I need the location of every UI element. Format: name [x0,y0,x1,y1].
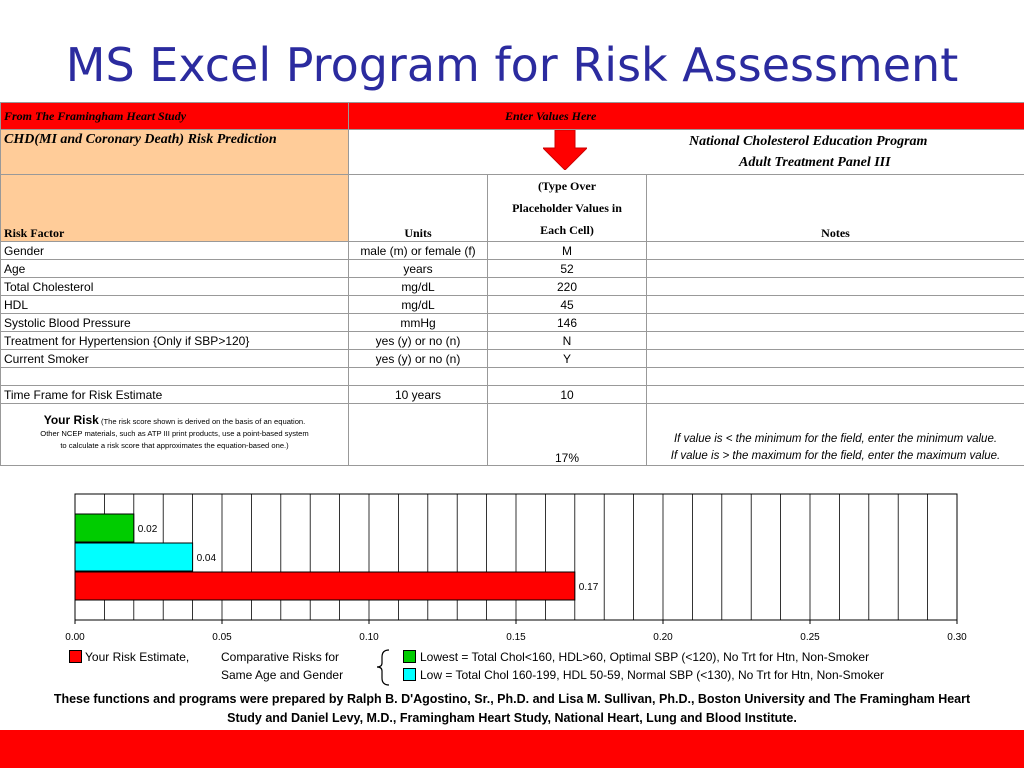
risk-factor-cell: Total Cholesterol [1,278,349,296]
program-label [349,130,1024,175]
value-cell[interactable]: Y [488,350,647,368]
notes-cell [647,278,1024,296]
time-frame-label: Time Frame for Risk Estimate [1,386,349,404]
footer-credits [0,690,1024,728]
prediction-label: CHD(MI and Coronary Death) Risk Prediction [1,130,349,175]
notes-cell [647,404,1024,466]
value-cell[interactable]: 220 [488,278,647,296]
table-row [1,332,1024,350]
table-row [1,296,1024,314]
legend-low: Low = Total Chol 160-199, HDL 50-59, Normal SBP (<130), No Trt for Htn, Non-Smoker [420,668,884,682]
your-risk-cell [1,404,349,466]
down-arrow-icon [543,130,587,170]
col-units: Units [349,175,488,242]
units-cell: yes (y) or no (n) [349,350,488,368]
value-cell[interactable]: 52 [488,260,647,278]
time-frame-units: 10 years [349,386,488,404]
col-notes: Notes [647,175,1024,242]
your-risk-value: 17% [488,404,647,466]
risk-table [0,102,1024,466]
table-row [1,314,1024,332]
brace-icon [372,648,394,686]
your-risk-note-3: to calculate a risk score that approximates the equation-based one.) [60,441,289,450]
units-cell: mmHg [349,314,488,332]
x-tick-label: 0.15 [506,632,526,643]
spreadsheet [0,102,1024,466]
bar-value-label: 0.17 [578,582,599,593]
units-cell: yes (y) or no (n) [349,332,488,350]
risk-factor-cell: Age [1,260,349,278]
legend-your-risk: Your Risk Estimate, [85,650,190,664]
value-cell[interactable]: N [488,332,647,350]
program-line1: National Cholesterol Education Program [689,134,928,149]
notes-cell [647,242,1024,260]
bar-low [75,543,193,571]
bar-value-label: 0.04 [196,553,217,564]
value-cell[interactable]: M [488,242,647,260]
page-title: MS Excel Program for Risk Assessment [65,38,959,92]
bottom-bar [0,730,1024,768]
bar-your-risk-estimate [75,572,575,600]
col-values-line3: Each Cell) [540,223,594,237]
bar-value-label: 0.02 [137,524,158,535]
legend-comparative-1: Comparative Risks for [221,650,340,664]
notes-cell [647,296,1024,314]
x-tick-label: 0.10 [359,632,379,643]
col-risk-factor: Risk Factor [1,175,349,242]
legend-swatch-low [403,668,416,681]
units-cell: years [349,260,488,278]
chart-legend [0,648,1024,688]
col-values [488,175,647,242]
bar-lowest [75,514,134,542]
note-min: If value is < the minimum for the field, enter the minimum value. [673,433,998,445]
x-tick-label: 0.30 [947,632,967,643]
enter-values-label: Enter Values Here [349,103,1024,130]
notes-cell [647,314,1024,332]
table-row [1,350,1024,368]
x-tick-label: 0.20 [653,632,673,643]
table-row [1,278,1024,296]
units-cell: mg/dL [349,278,488,296]
risk-factor-cell: Current Smoker [1,350,349,368]
your-risk-note-1: (The risk score shown is derived on the basis of an equation. [100,417,306,426]
your-risk-note-2: Other NCEP materials, such as ATP III print products, use a point-based system [40,429,309,438]
legend-swatch-lowest [403,650,416,663]
notes-cell [647,350,1024,368]
note-max: If value is > the maximum for the field, enter the maximum value. [670,450,1001,462]
footer-line2: Study and Daniel Levy, M.D., Framingham Heart Study, National Heart, Lung and Blood Institute. [227,711,797,725]
value-cell[interactable]: 146 [488,314,647,332]
x-tick-label: 0.00 [65,632,85,643]
x-tick-label: 0.05 [212,632,232,643]
col-values-line2: Placeholder Values in [512,201,622,215]
table-row [1,242,1024,260]
your-risk-label: Your Risk [43,413,99,427]
risk-factor-cell: Gender [1,242,349,260]
time-frame-value[interactable]: 10 [488,386,647,404]
risk-factor-cell: HDL [1,296,349,314]
legend-swatch-your-risk [69,650,82,663]
col-values-line1: (Type Over [537,179,597,193]
your-risk-row [1,404,1024,466]
risk-factor-cell: Systolic Blood Pressure [1,314,349,332]
legend-lowest: Lowest = Total Chol<160, HDL>60, Optimal SBP (<120), No Trt for Htn, Non-Smoker [420,650,870,664]
notes-cell [647,332,1024,350]
notes-cell [647,260,1024,278]
table-row [1,260,1024,278]
empty-row [1,368,1024,386]
units-cell: male (m) or female (f) [349,242,488,260]
source-label: From The Framingham Heart Study [1,103,349,130]
time-frame-row [1,386,1024,404]
footer-line1: These functions and programs were prepared by Ralph B. D'Agostino, Sr., Ph.D. and Lisa M. Sullivan, Ph.D., Boston University and The Framingham Heart [53,692,971,706]
value-cell[interactable]: 45 [488,296,647,314]
header-red-row [1,103,1024,130]
x-tick-label: 0.25 [800,632,820,643]
units-cell: mg/dL [349,296,488,314]
legend-comparative-2: Same Age and Gender [221,668,344,682]
program-line2: Adult Treatment Panel III [739,155,891,170]
risk-factor-cell: Treatment for Hypertension {Only if SBP>120} [1,332,349,350]
